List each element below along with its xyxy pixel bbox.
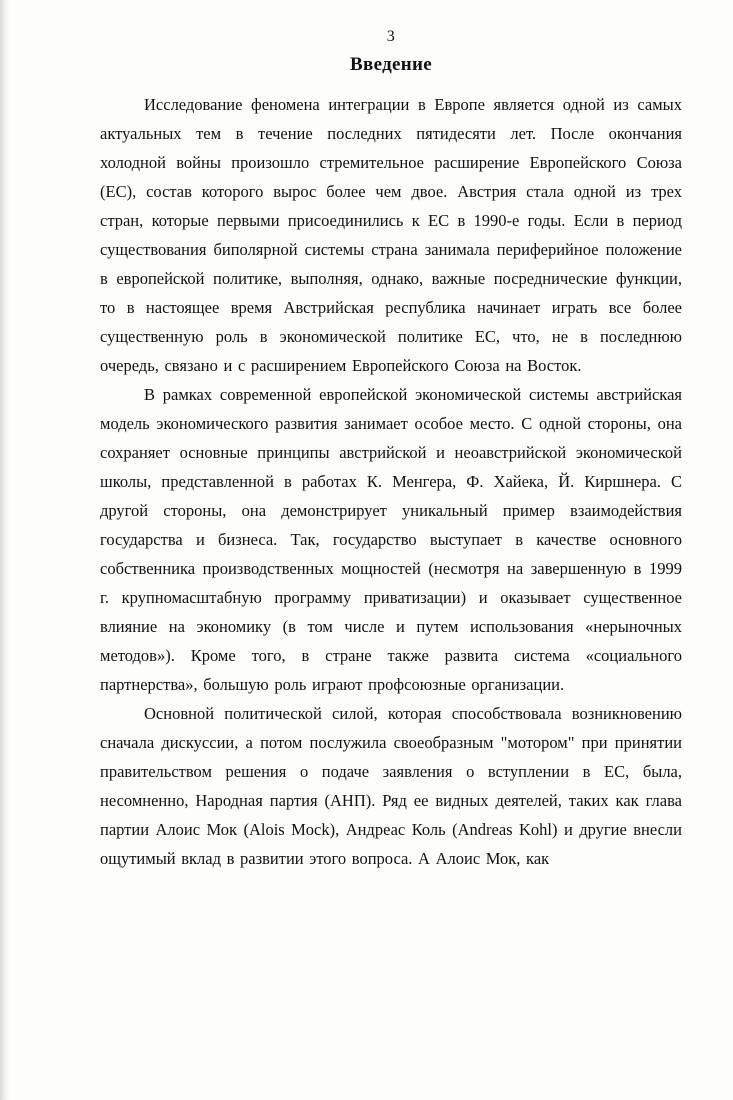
page-content (100, 28, 682, 873)
paragraph-political-force: Основной политической силой, которая способствовала возникновению сначала дискуссии, а потом послужила своеобразным "мотором" при принятии правительством решения о подаче заявления о вступлении в ЕС, была, несомненно, Народная партия (АНП). Ряд ее видных деятелей, таких как глава партии Алоис Мок (Alois Mock), Андреас Коль (Andreas Kohl) и другие внесли ощутимый вклад в развитии этого вопроса. А Алоис Мок, как (100, 704, 682, 868)
paragraph-austrian-model: В рамках современной европейской экономической системы австрийская модель экономического развития занимает особое место. С одной стороны, она сохраняет основные принципы австрийской и неоавстрийской экономической школы, представленной в работах К. Менгера, Ф. Хайека, Й. Киршнера. С другой стороны, она демонстрирует уникальный пример взаимодействия государства и бизнеса. Так, государство выступает в качестве основного собственника производственных мощностей (несмотря на завершенную в 1999 г. крупномасштабную программу приватизации) и оказывает существенное влияние на экономику (в том числе и путем использования «нерыночных методов»). Кроме того, в стране также развита система «социального партнерства», большую роль играют профсоюзные организации. (100, 385, 682, 694)
scan-edge-artifact (0, 0, 10, 1100)
page-number: 3 (386, 28, 396, 45)
page-title: Введение (350, 54, 432, 75)
paragraph-intro: Исследование феномена интеграции в Европе является одной из самых актуальных тем в течение последних пятидесяти лет. После окончания холодной войны произошло стремительное расширение Европейского Союза (ЕС), состав которого вырос более чем двое. Австрия стала одной из трех стран, которые первыми присоединились к ЕС в 1990-е годы. Если в период существования биполярной системы страна занимала периферийное положение в европейской политике, выполняя, однако, важные посреднические функции, то в настоящее время Австрийская республика начинает играть все более существенную роль в экономической политике ЕС, что, не в последнюю очередь, связано и с расширением Европейского Союза на Восток. (100, 95, 682, 375)
